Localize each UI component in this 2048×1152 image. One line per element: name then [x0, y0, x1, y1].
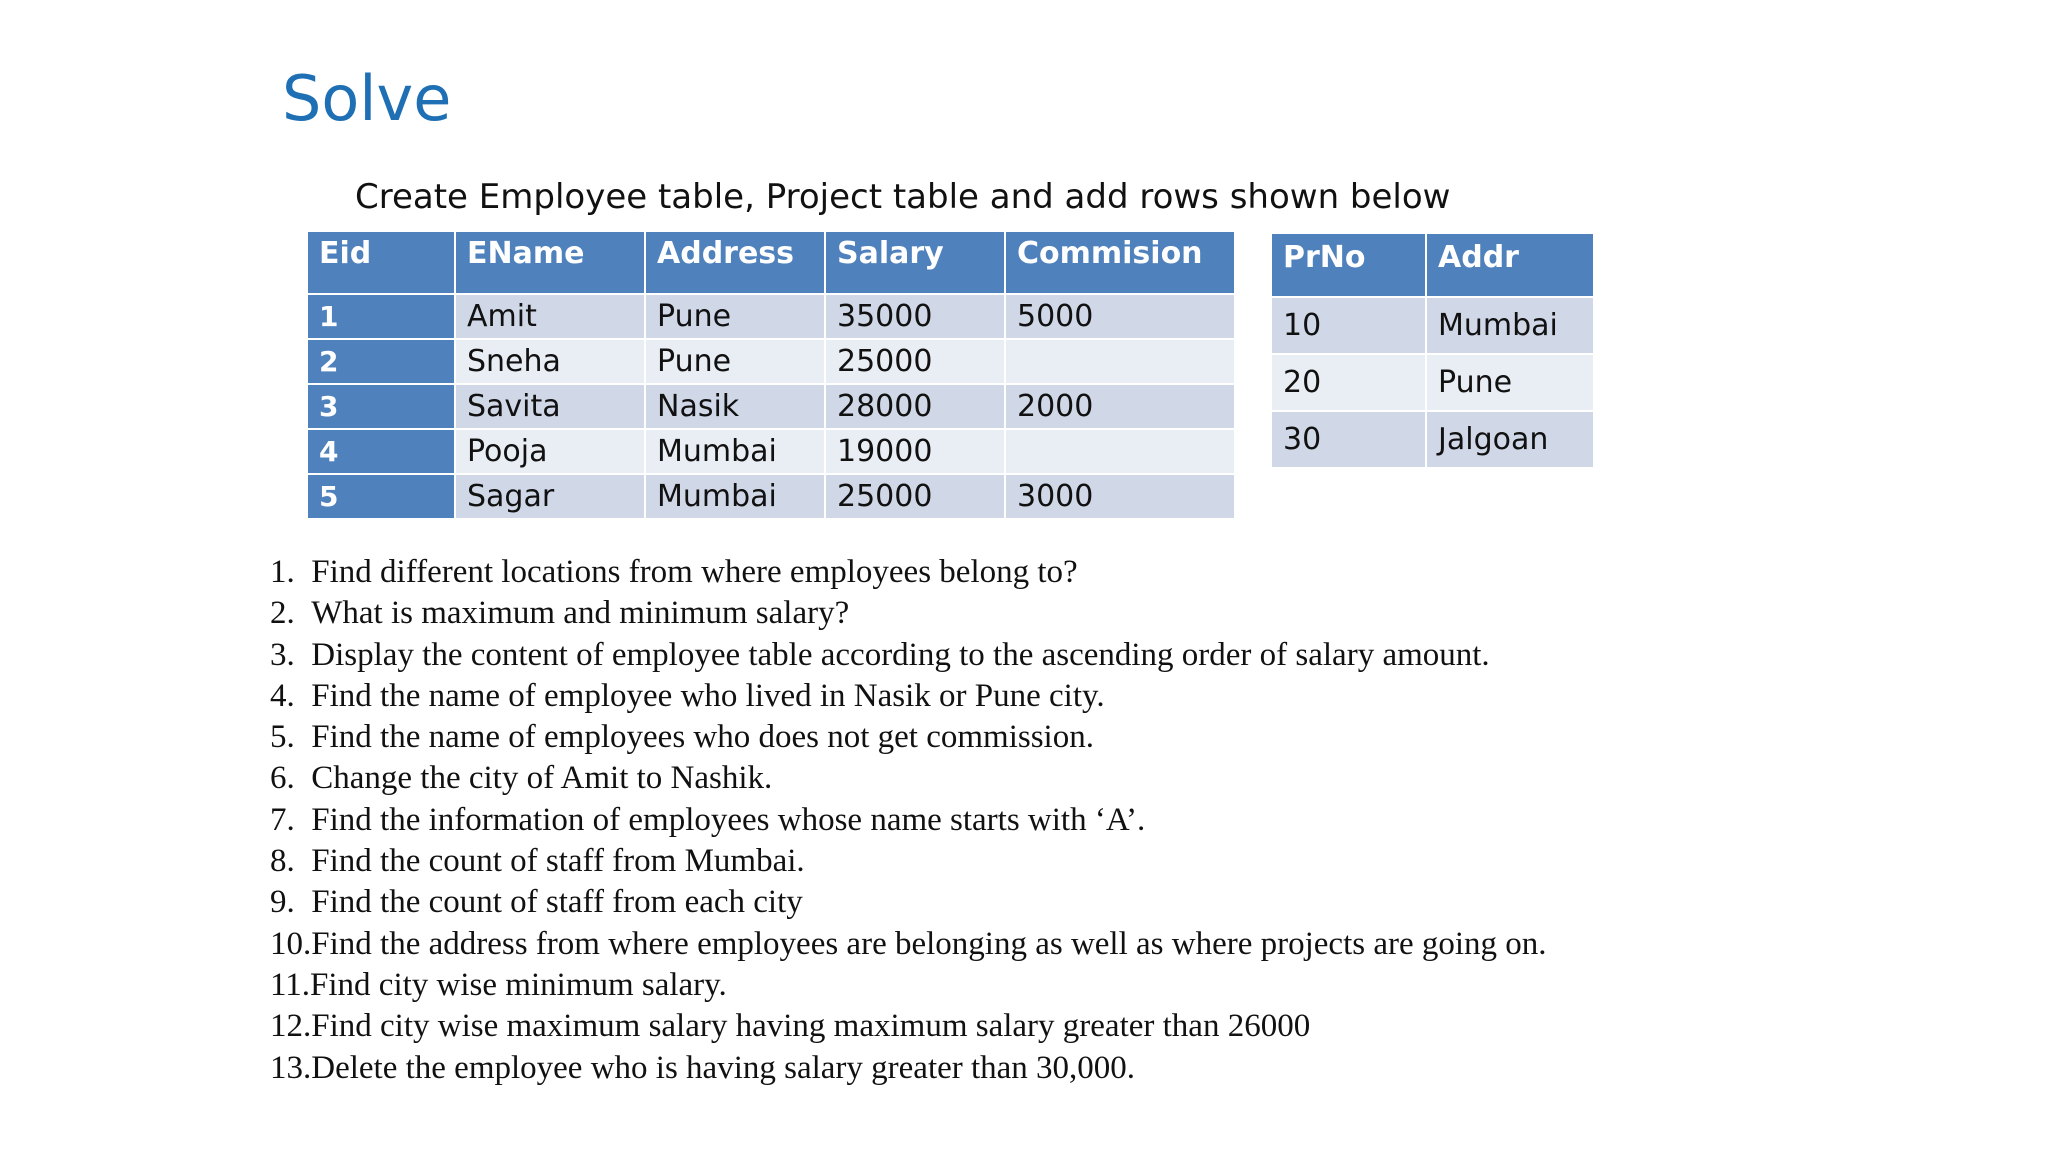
employee-header-row	[307, 231, 1235, 294]
prno-cell: 20	[1271, 354, 1426, 411]
question-item: 6. Change the city of Amit to Nashik.	[270, 760, 773, 797]
eid-cell: 1	[307, 294, 455, 339]
commision-cell: 3000	[1005, 474, 1235, 519]
header-prno: PrNo	[1271, 233, 1426, 297]
table-row	[307, 474, 1235, 519]
question-item: 12.Find city wise maximum salary having maximum salary greater than 26000	[270, 1008, 1311, 1045]
header-addr: Addr	[1426, 233, 1594, 297]
ename-cell: Sagar	[455, 474, 645, 519]
commision-cell	[1005, 429, 1235, 474]
salary-cell: 35000	[825, 294, 1005, 339]
header-salary: Salary	[825, 231, 1005, 294]
prno-cell: 30	[1271, 411, 1426, 468]
salary-cell: 25000	[825, 474, 1005, 519]
question-item: 9. Find the count of staff from each city	[270, 884, 803, 921]
salary-cell: 19000	[825, 429, 1005, 474]
address-cell: Pune	[645, 294, 825, 339]
question-item: 2. What is maximum and minimum salary?	[270, 595, 850, 632]
employee-table	[306, 230, 1236, 520]
header-ename: EName	[455, 231, 645, 294]
address-cell: Mumbai	[645, 474, 825, 519]
commision-cell	[1005, 339, 1235, 384]
question-item: 1. Find different locations from where employees belong to?	[270, 554, 1078, 590]
ename-cell: Amit	[455, 294, 645, 339]
table-row	[1271, 354, 1594, 411]
addr-cell: Pune	[1426, 354, 1594, 411]
question-item: 3. Display the content of employee table according to the ascending order of salary amount.	[270, 636, 1490, 673]
address-cell: Mumbai	[645, 429, 825, 474]
project-header-row	[1271, 233, 1594, 297]
question-item: 5. Find the name of employees who does not get commission.	[270, 719, 1094, 756]
header-address: Address	[645, 231, 825, 294]
address-cell: Pune	[645, 339, 825, 384]
salary-cell: 25000	[825, 339, 1005, 384]
commision-cell: 2000	[1005, 384, 1235, 429]
addr-cell: Mumbai	[1426, 297, 1594, 354]
prno-cell: 10	[1271, 297, 1426, 354]
eid-cell: 4	[307, 429, 455, 474]
slide-subtitle: Create Employee table, Project table and add rows shown below	[355, 177, 1451, 217]
commision-cell: 5000	[1005, 294, 1235, 339]
eid-cell: 2	[307, 339, 455, 384]
question-item: 10.Find the address from where employees are belonging as well as where projects are going on.	[270, 925, 1547, 962]
question-item: 8. Find the count of staff from Mumbai.	[270, 843, 805, 880]
eid-cell: 3	[307, 384, 455, 429]
table-row	[307, 384, 1235, 429]
table-row	[1271, 297, 1594, 354]
eid-cell: 5	[307, 474, 455, 519]
ename-cell: Savita	[455, 384, 645, 429]
table-row	[1271, 411, 1594, 468]
question-item: 7. Find the information of employees whose name starts with ‘A’.	[270, 801, 1146, 838]
salary-cell: 28000	[825, 384, 1005, 429]
question-item: 4. Find the name of employee who lived in Nasik or Pune city.	[270, 677, 1105, 714]
table-row	[307, 339, 1235, 384]
question-list	[270, 552, 1547, 1089]
address-cell: Nasik	[645, 384, 825, 429]
table-row	[307, 294, 1235, 339]
slide-title: Solve	[282, 62, 452, 135]
project-table	[1270, 232, 1595, 469]
question-item: 13.Delete the employee who is having salary greater than 30,000.	[270, 1049, 1136, 1086]
ename-cell: Sneha	[455, 339, 645, 384]
addr-cell: Jalgoan	[1426, 411, 1594, 468]
header-commision: Commision	[1005, 231, 1235, 294]
table-row	[307, 429, 1235, 474]
question-item: 11.Find city wise minimum salary.	[270, 966, 727, 1003]
ename-cell: Pooja	[455, 429, 645, 474]
header-eid: Eid	[307, 231, 455, 294]
